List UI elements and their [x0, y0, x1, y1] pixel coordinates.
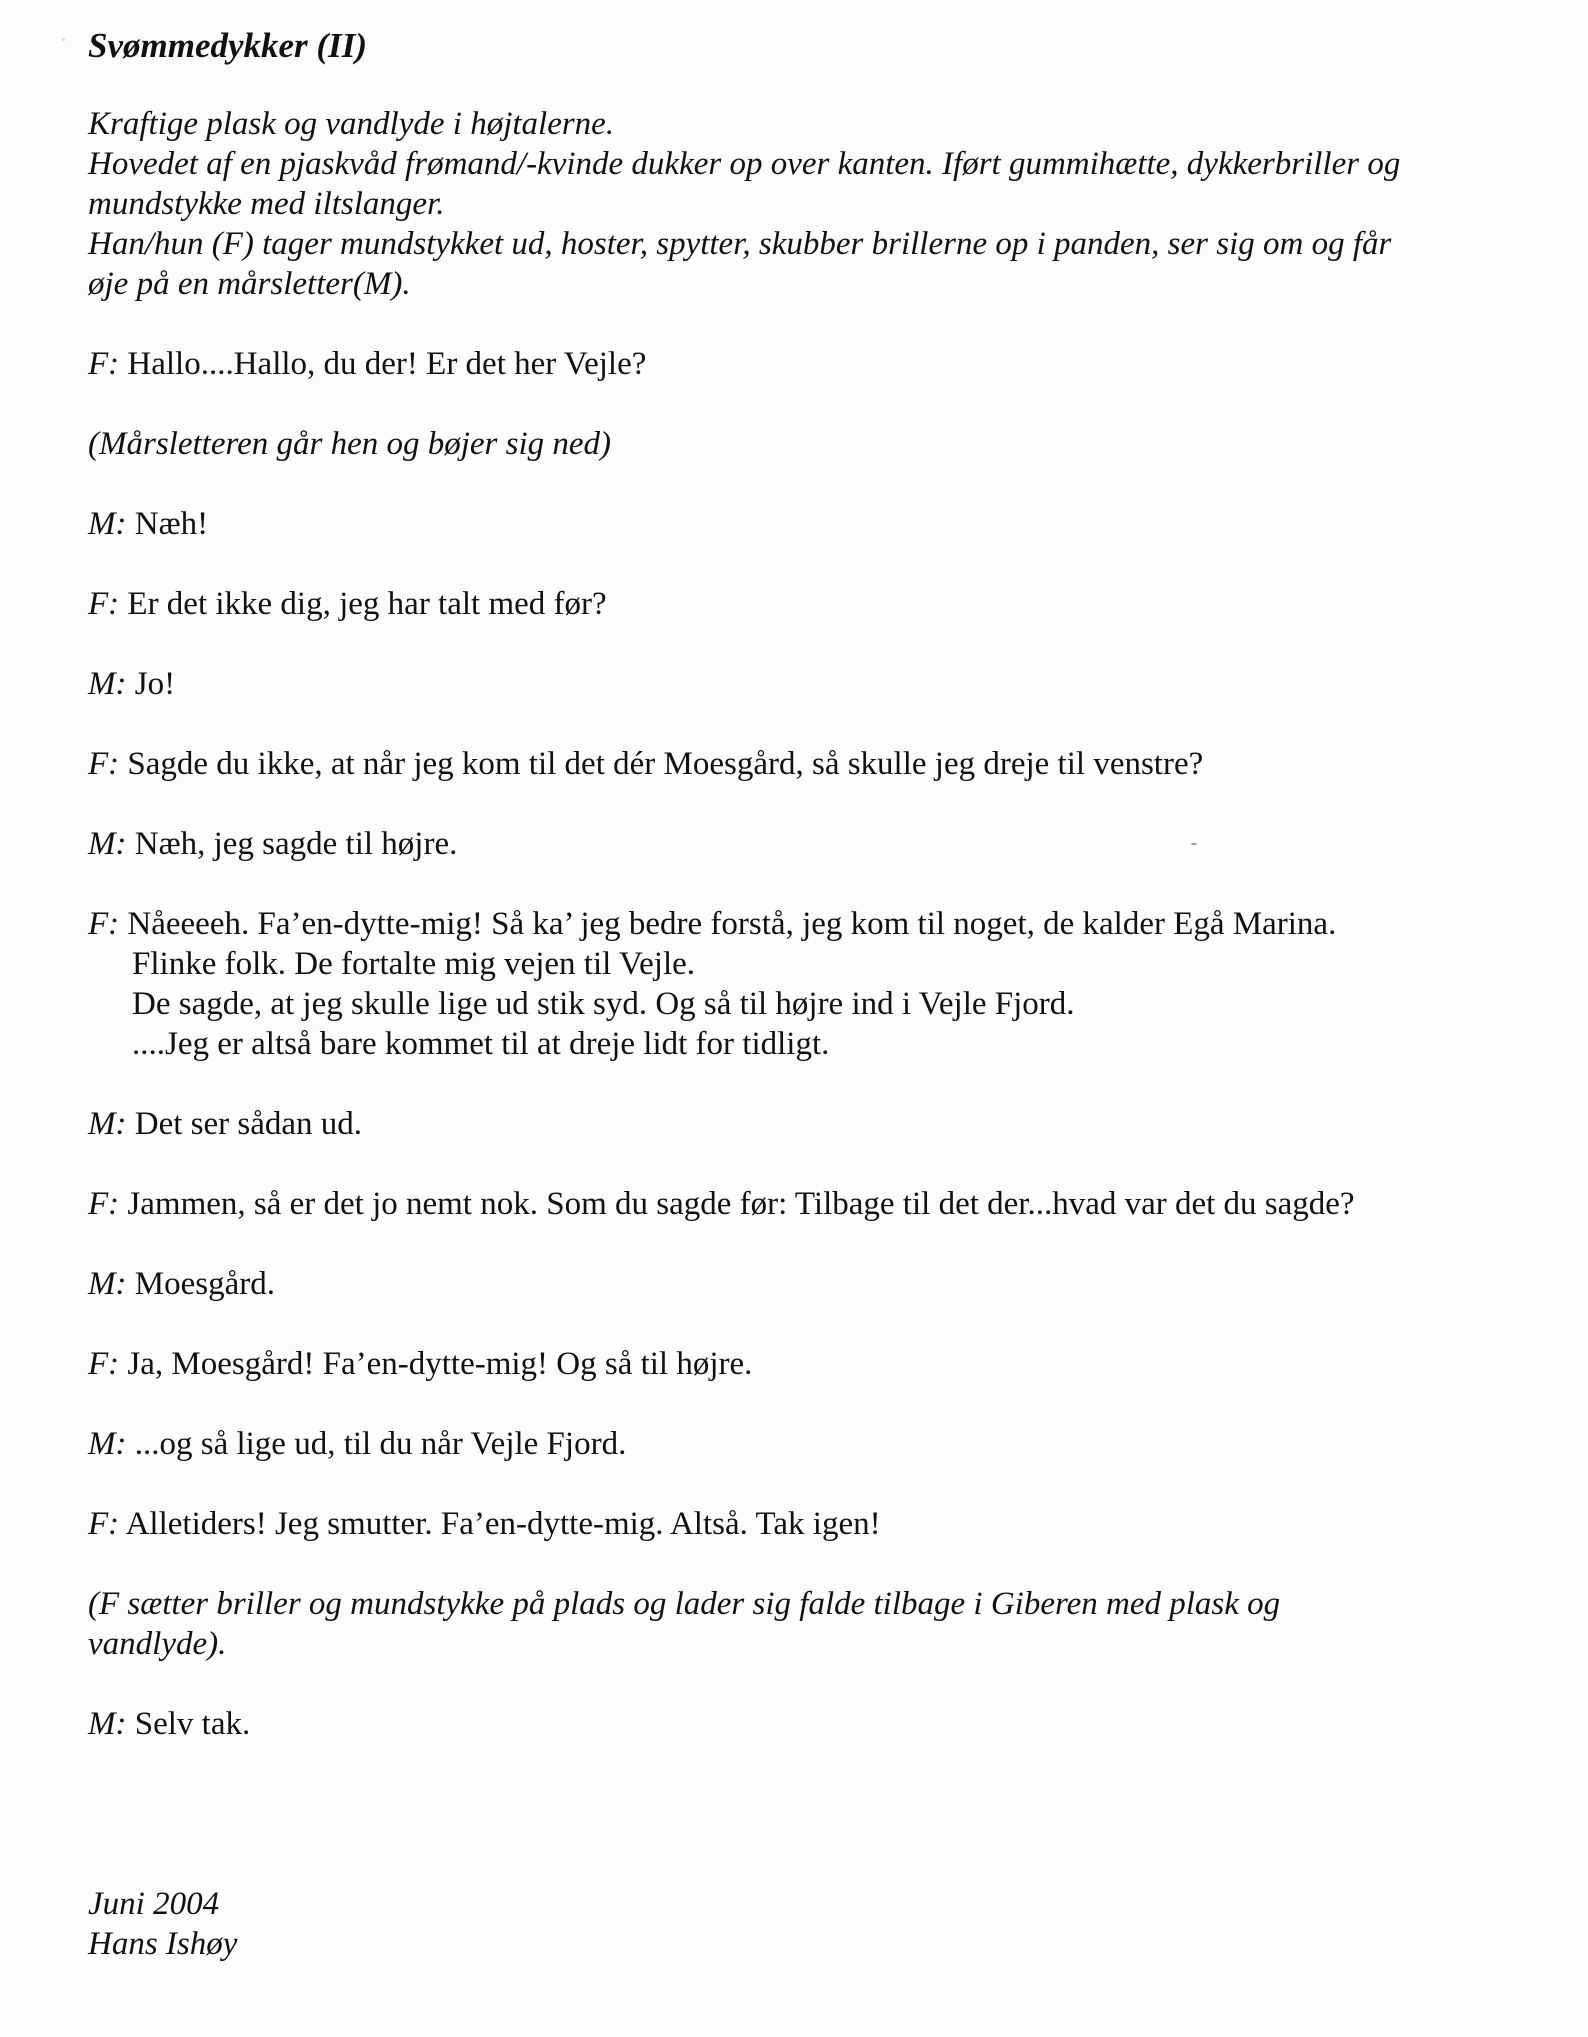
speaker-label: M: — [88, 1106, 127, 1142]
dialogue-continuation: Flinke folk. De fortalte mig vejen til Vejle. — [132, 946, 696, 982]
dialogue-line — [88, 1184, 1528, 1224]
dialogue-line — [88, 1704, 1528, 1744]
dialogue-line — [88, 1104, 1528, 1144]
dialogue-text: Alletiders! Jeg smutter. Fa’en-dytte-mig. Altså. Tak igen! — [119, 1506, 881, 1542]
dialogue-line — [88, 504, 1528, 544]
speaker-label: M: — [88, 826, 127, 862]
scan-speck — [62, 38, 65, 41]
dialogue-line — [88, 664, 1528, 704]
scan-speck — [1191, 843, 1197, 845]
author: Hans Ishøy — [88, 1926, 238, 1962]
dialogue-line — [88, 1344, 1528, 1384]
dialogue-text: ...og så lige ud, til du når Vejle Fjord. — [126, 1426, 627, 1462]
signature-block — [88, 1884, 237, 1964]
dialogue-text: Hallo....Hallo, du der! Er det her Vejle? — [119, 346, 647, 382]
dialogue-text: Ja, Moesgård! Fa’en-dytte-mig! Og så til højre. — [119, 1346, 753, 1382]
stage-direction — [88, 1584, 1528, 1664]
intro-line: Kraftige plask og vandlyde i højtalerne. — [88, 106, 615, 142]
dialogue-line — [88, 1424, 1528, 1464]
dialogue-text: Selv tak. — [126, 1706, 251, 1742]
dialogue-line — [88, 1504, 1528, 1544]
stage-direction-text: vandlyde). — [88, 1626, 227, 1662]
intro-line: Hovedet af en pjaskvåd frømand/-kvinde dukker op over kanten. Iført gummihætte, dykkerbriller og — [88, 146, 1401, 182]
dialogue-continuation: ....Jeg er altså bare kommet til at dreje lidt for tidligt. — [132, 1026, 830, 1062]
speaker-label: M: — [88, 666, 127, 702]
intro-line: Han/hun (F) tager mundstykket ud, hoster, spytter, skubber brillerne op i panden, ser sig om og får — [88, 226, 1392, 262]
stage-direction — [88, 424, 1528, 464]
speaker-label: F: — [88, 1186, 120, 1222]
dialogue-text: Sagde du ikke, at når jeg kom til det dér Moesgård, så skulle jeg dreje til venstre? — [119, 746, 1204, 782]
intro-stage-direction — [88, 104, 1528, 304]
dialogue-text: Jammen, så er det jo nemt nok. Som du sagde før: Tilbage til det der...hvad var det du sagde? — [119, 1186, 1355, 1222]
document-title: Svømmedykker (II) — [88, 26, 367, 65]
dialogue-text: Moesgård. — [126, 1266, 275, 1302]
dialogue-text: Næh! — [126, 506, 209, 542]
dialogue-text: Det ser sådan ud. — [126, 1106, 362, 1142]
speaker-label: M: — [88, 1706, 127, 1742]
dialogue-text: Er det ikke dig, jeg har talt med før? — [119, 586, 607, 622]
speaker-label: F: — [88, 746, 120, 782]
stage-direction-text: (F sætter briller og mundstykke på plads og lader sig falde tilbage i Giberen med plask og — [88, 1586, 1281, 1622]
date: Juni 2004 — [88, 1886, 220, 1922]
speaker-label: F: — [88, 586, 120, 622]
dialogue-continuation: De sagde, at jeg skulle lige ud stik syd. Og så til højre ind i Vejle Fjord. — [132, 986, 1075, 1022]
dialogue-line — [88, 1264, 1528, 1304]
intro-line: mundstykke med iltslanger. — [88, 186, 445, 222]
speaker-label: M: — [88, 1266, 127, 1302]
dialogue-text: Næh, jeg sagde til højre. — [126, 826, 458, 862]
dialogue-text: Jo! — [126, 666, 176, 702]
speaker-label: M: — [88, 1426, 127, 1462]
speaker-label: F: — [88, 1506, 120, 1542]
script-page — [88, 24, 1528, 1784]
dialogue-line — [88, 904, 1528, 1064]
dialogue-line — [88, 584, 1528, 624]
speaker-label: F: — [88, 1346, 120, 1382]
dialogue-line — [88, 344, 1528, 384]
dialogue-text: Nåeeeeh. Fa’en-dytte-mig! Så ka’ jeg bedre forstå, jeg kom til noget, de kalder Egå Marina. — [119, 906, 1337, 942]
speaker-label: F: — [88, 346, 120, 382]
speaker-label: F: — [88, 906, 120, 942]
dialogue-line — [88, 824, 1528, 864]
dialogue-line — [88, 744, 1528, 784]
speaker-label: M: — [88, 506, 127, 542]
stage-direction-text: (Mårsletteren går hen og bøjer sig ned) — [88, 426, 612, 462]
intro-line: øje på en mårsletter(M). — [88, 266, 411, 302]
